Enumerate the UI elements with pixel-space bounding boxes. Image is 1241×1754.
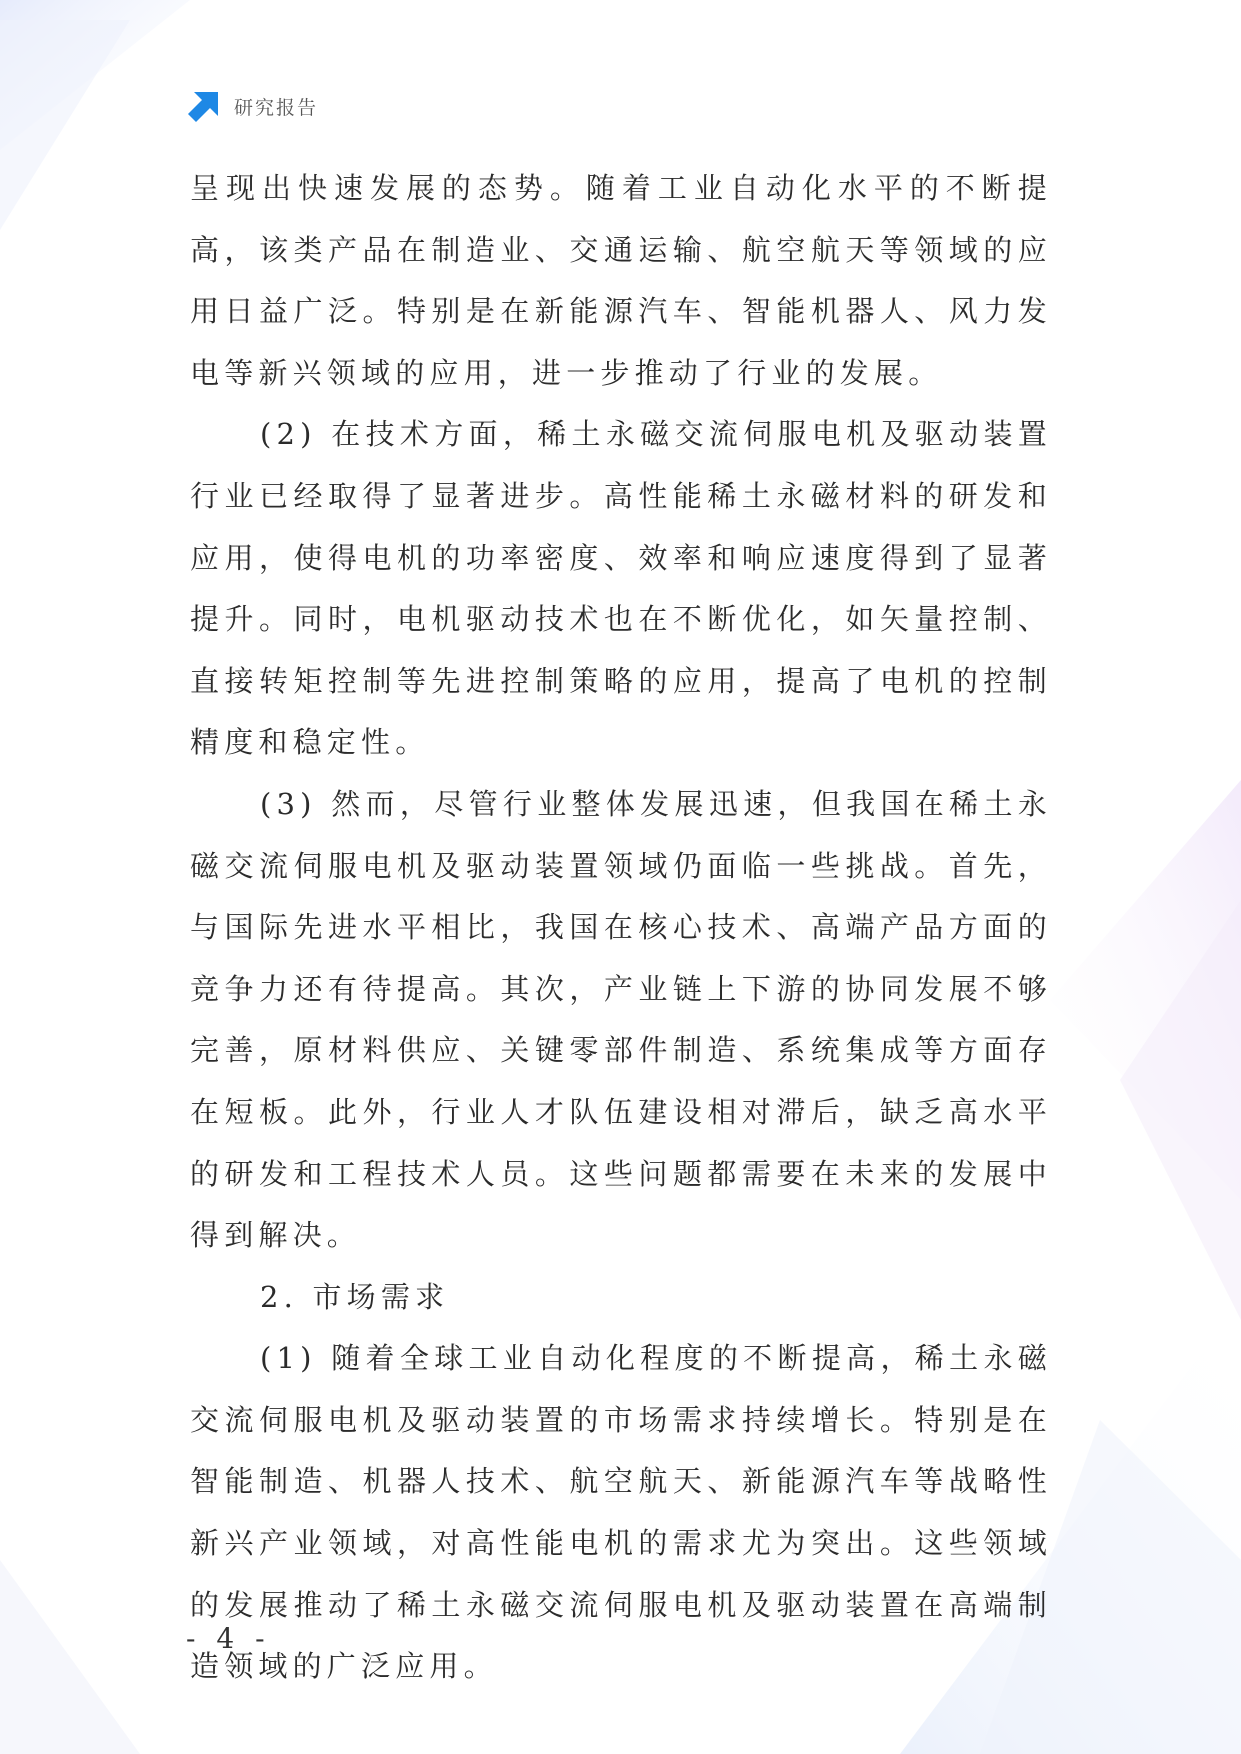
arrow-up-right-icon bbox=[186, 88, 222, 124]
report-header bbox=[186, 88, 318, 124]
body-paragraph: 呈现出快速发展的态势。随着工业自动化水平的不断提高，该类产品在制造业、交通运输、航空航天等领域的应用日益广泛。特别是在新能源汽车、智能机器人、风力发电等新兴领域的应用，进一步推动了行业的发展。 bbox=[190, 171, 1052, 390]
body-paragraph: (2) 在技术方面，稀土永磁交流伺服电机及驱动装置行业已经取得了显著进步。高性能稀土永磁材料的研发和应用，使得电机的功率密度、效率和响应速度得到了显著提升。同时，电机驱动技术也在不断优化，如矢量控制、直接转矩控制等先进控制策略的应用，提高了电机的控制精度和稳定性。 bbox=[190, 417, 1052, 760]
page-number: - 4 - bbox=[186, 1622, 271, 1655]
section-heading: 2. 市场需求 bbox=[260, 1279, 450, 1314]
document-body bbox=[190, 158, 1052, 1698]
body-paragraph: (3) 然而，尽管行业整体发展迅速，但我国在稀土永磁交流伺服电机及驱动装置领域仍面临一些挑战。首先，与国际先进水平相比，我国在核心技术、高端产品方面的竞争力还有待提高。其次，产业链上下游的协同发展不够完善，原材料供应、关键零部件制造、系统集成等方面存在短板。此外，行业人才队伍建设相对滞后，缺乏高水平的研发和工程技术人员。这些问题都需要在未来的发展中得到解决。 bbox=[190, 786, 1052, 1253]
body-paragraph: (1) 随着全球工业自动化程度的不断提高，稀土永磁交流伺服电机及驱动装置的市场需求持续增长。特别是在智能制造、机器人技术、航空航天、新能源汽车等战略性新兴产业领域，对高性能电机的需求尤为突出。这些领域的发展推动了稀土永磁交流伺服电机及驱动装置在高端制造领域的广泛应用。 bbox=[190, 1341, 1052, 1684]
header-title: 研究报告 bbox=[234, 96, 319, 119]
